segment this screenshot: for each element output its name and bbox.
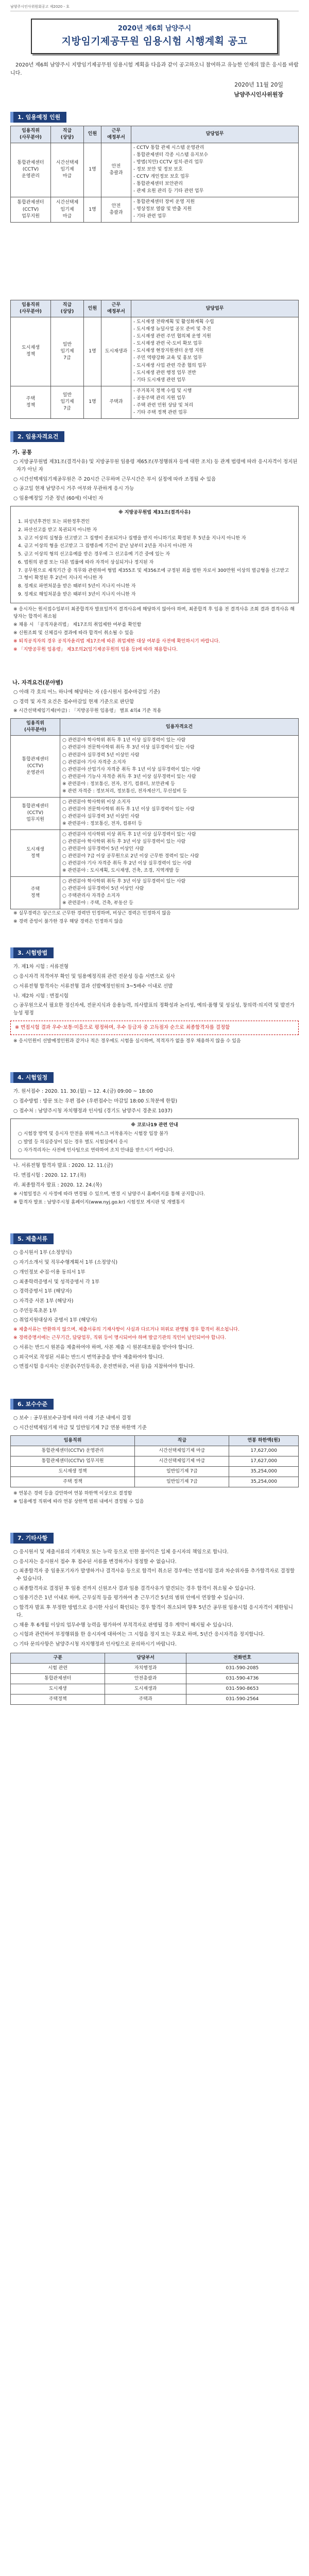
duty-item: - 도시재생 관련 국·도비 확보 업무: [133, 341, 202, 347]
requirement-item: ○ 관련분야 실무경력 3년 이상인 사람: [62, 814, 140, 819]
contact-dept-cell: 도시재생과: [105, 1684, 186, 1694]
misc-paragraph: ○ 기타 문의사항은 남양주시청 자치행정과 인사팀으로 문의하시기 바랍니다.: [13, 1641, 177, 1647]
table-row: [11, 197, 299, 222]
document-item: ○ 응시원서 1부 (소정양식): [13, 1250, 72, 1256]
disqualification-item: 8. 징계로 파면처분을 받은 때부터 5년이 지나지 아니한 자: [18, 584, 136, 589]
document-paragraph: ○ 서류는 반드시 원본을 제출하여야 하며, 사본 제출 시 원본대조필을 받아야 합니다.: [13, 1344, 194, 1350]
requirement-item: ○ 관련분야 실무경력 5년 이상인 사람: [62, 752, 140, 758]
contact-type-cell: 시험 관련: [11, 1663, 105, 1673]
requirement-item: ○ 관련분야 학사학위 이상 소지자: [62, 799, 131, 805]
duty-item: - 공동주택 관리 지원 업무: [133, 395, 186, 401]
positions-table-2: [10, 300, 299, 419]
table-row: [11, 317, 299, 386]
intro-text: 2020년 제6회 남양주시 지방임기제공무원 임용시험 계획을 다음과 같이 공고하오니 참여하고 유능한 인재의 많은 응시를 바랍니다.: [10, 62, 299, 76]
disqualification-item: 5. 금고 이상의 형의 선고유예를 받은 경우에 그 선고유예 기간 중에 있는 자: [18, 552, 170, 557]
grade-cell: 시간선택제 임기제 마급: [51, 143, 84, 197]
salary-note: ※ 연봉은 경력 등을 감안하여 연봉 하한액 이상으로 결정함: [13, 1490, 132, 1496]
misc-paragraph: ○ 응시자는 응시원서 접수 후 접수된 서류를 변경하거나 정정할 수 없습니다.: [13, 1558, 177, 1565]
requirement-item: ○ 관련분야 기사 자격증 소지자: [62, 759, 126, 765]
contact-tel-cell: 031-590-2564: [186, 1694, 298, 1704]
grade-cell: 시간선택제임기제 마급: [135, 1446, 229, 1456]
duty-item: - 주택 관련 민원 상담 및 처리: [133, 402, 194, 408]
duty-item: - 관제 요원 관리 등 기타 관련 업무: [133, 188, 204, 194]
contact-col-header: 구분: [11, 1653, 105, 1663]
schedule-value: 2020. 12. 17.(목): [45, 1173, 87, 1178]
covid-notice-item: ○ 발열 등 의심증상이 있는 경우 별도 시험실에서 응시: [18, 1140, 128, 1145]
position-cell: 통합관제센터(CCTV) 업무지원: [11, 1456, 135, 1466]
qualification-paragraph: ○ 지방공무원법 제31조(결격사유) 및 지방공무원 임용령 제65조(부정행위자 등에 대한 조치) 등 관계 법령에 따라 응시자격이 정지된 자가 아닌 자: [13, 459, 298, 472]
duty-item: - 주거복지 정책 수립 및 시행: [133, 388, 192, 394]
grade-cell: 시간선택제임기제 마급: [135, 1456, 229, 1466]
requirements-table: [10, 718, 299, 909]
title-line-2: 지방임기제공무원 임용시험 시행계획 공고: [61, 35, 248, 47]
salary-table: [10, 1435, 299, 1487]
schedule-value: 2020. 12. 11.(금): [72, 1163, 113, 1169]
requirement-item: ○ 관련분야 산업기사 자격증 취득 후 1년 이상 실무경력이 있는 사람: [62, 767, 201, 772]
position-cell: 도시재생 정책: [11, 317, 51, 386]
section-7-heading: 7. 기타사항: [10, 1533, 54, 1544]
exam-method-bullet: 나. 제2차 시험 : 면접시험: [13, 993, 68, 999]
requirements-cell: [60, 797, 299, 829]
salary-cell: 17,627,000: [229, 1446, 299, 1456]
requirement-note: ※ 경력 증빙이 불가한 경우 해당 경력은 인정하지 않음: [13, 919, 124, 925]
requirement-item: ※ 관련분야 : 정보통신, 전자, 전기, 컴퓨터, 보안관제 등: [62, 781, 175, 787]
misc-paragraph: ○ 시험과 관련하여 부정행위를 한 응시자에 대하여는 그 시험을 정지 또는 무효로 하며, 5년간 응시자격을 정지합니다.: [13, 1632, 265, 1638]
positions-1-col-header: 임용직위 (사무분야): [11, 126, 51, 143]
table-row: [11, 1446, 299, 1456]
salary-note: ※ 임용예정 직위에 따라 연봉 상한액 범위 내에서 결정될 수 있음: [13, 1499, 144, 1504]
count-cell: 1명: [84, 317, 101, 386]
count-cell: 1명: [84, 197, 101, 222]
requirements-col-header: 임용직위 (사무분야): [11, 719, 60, 736]
duties-cell: [131, 197, 299, 222]
misc-paragraph: ○ 최종합격자로 결정된 후 임용 전까지 신원조사 결과 임용 결격사유가 발견되는 경우 합격이 취소될 수 있습니다.: [13, 1585, 255, 1591]
duty-item: - 통합관제센터 장비 운영 지원: [133, 199, 195, 205]
salary-bullet: ○ 시간선택제임기제 마급 및 일반임기제 7급 연봉 하한액 기준: [13, 1425, 147, 1431]
field-bullet: ○ 아래 각 호의 어느 하나에 해당하는 자 (응시원서 접수마감일 기준): [13, 689, 160, 695]
grade-cell: 일반임기제 7급: [135, 1477, 229, 1487]
table-row: [11, 143, 299, 197]
dept-cell: 안전 총괄과: [101, 143, 131, 197]
positions-1-col-header: 인원: [84, 126, 101, 143]
duties-cell: [131, 317, 299, 386]
requirement-item: ※ 관련분야 : 정보통신, 전자, 컴퓨터 등: [62, 821, 143, 826]
qualification-note: ※ 응시자는 원서접수일부터 최종합격자 발표일까지 결격사유에 해당하지 않아야 하며, 최종합격 후 임용 전 결격사유 조회 결과 결격사유 해당자는 합격이 취소됨: [13, 607, 295, 619]
positions-2-col-header: 인원: [84, 300, 101, 317]
duty-item: - 도시재생 관련 행정 업무 전반: [133, 370, 196, 376]
duty-item: - 기타 주택 정책 관련 업무: [133, 410, 187, 415]
requirement-item: ○ 관련분야 기사 자격증 취득 후 2년 이상 실무경력이 있는 사람: [62, 861, 192, 867]
table-row: [11, 1477, 299, 1487]
requirement-item: ○ 관련분야 학사학위 취득 후 3년 이상 실무경력이 있는 사람: [62, 879, 186, 885]
salary-col-header: 연봉 하한액(원): [229, 1435, 299, 1446]
salary-col-header: 직급: [135, 1435, 229, 1446]
requirement-item: ○ 관련분야 학사학위 취득 후 3년 이상 실무경력이 있는 사람: [62, 839, 186, 845]
table-row: [11, 877, 299, 909]
positions-1-col-header: 근무 예정부서: [101, 126, 131, 143]
position-cell: 도시재생 정책: [11, 1466, 135, 1477]
exam-method-bullet: ○ 공무원으로서 필요한 정신자세, 전문지식과 응용능력, 의사발표의 정확성과 논리성, 예의·품행 및 성실성, 창의력·의지력 및 발전가능성 평정: [13, 1003, 295, 1016]
section-2-heading: 2. 임용자격요건: [10, 431, 64, 442]
document-item: ○ 최종학력증명서 및 성적증명서 각 1부: [13, 1279, 100, 1285]
document-item: ○ 자격증 사본 1부 (해당자): [13, 1298, 74, 1304]
requirement-item: ○ 관련분야 기능사 자격증 취득 후 3년 이상 실무경력이 있는 사람: [62, 774, 196, 779]
table-row: [11, 1673, 299, 1684]
duty-item: - 도시재생 전략계획 및 활성화계획 수립: [133, 319, 214, 325]
misc-paragraph: ○ 임용기간은 1년 이내로 하며, 근무실적 등을 평가하여 총 근무기간 5년의 범위 안에서 연장할 수 있습니다.: [13, 1595, 244, 1601]
disqualification-item: 6. 법원의 판결 또는 다른 법률에 따라 자격이 상실되거나 정지된 자: [18, 560, 154, 566]
salary-cell: 35,254,000: [229, 1466, 299, 1477]
salary-cell: 35,254,000: [229, 1477, 299, 1487]
misc-paragraph: ○ 채용 후 6개월 이상의 업무수행 능력을 평가하여 부적격자로 판명될 경우 계약이 해지될 수 있습니다.: [13, 1622, 233, 1628]
schedule-label: 다. 면접시험: [13, 1173, 40, 1178]
duty-item: - 통합관제센터 각종 시스템 유지보수: [133, 152, 209, 158]
requirement-item: ○ 주택관리사 자격증 소지자: [62, 893, 121, 899]
title-box: [31, 19, 278, 55]
exam-method-note: ※ 응시인원이 선발예정인원과 같거나 적은 경우에도 시험을 실시하며, 적격자가 없을 경우 채용하지 않을 수 있음: [13, 1039, 241, 1044]
dept-cell: 주택과: [101, 386, 131, 418]
qualification-warning: ※ 「지방공무원 임용령」 제3조의2(임기제공무원의 임용 등)에 따라 채용합니다.: [13, 647, 178, 652]
requirements-cell: [60, 877, 299, 909]
section-4-heading: 4. 시험일정: [10, 1072, 54, 1083]
requirement-item: ※ 관련 자격증 : 정보처리, 정보통신, 전자계산기, 무선설비 등: [62, 788, 187, 794]
field-bullet: ○ 경력 및 자격 요건은 접수마감일 현재 기준으로 판단함: [13, 699, 134, 705]
covid-notice-item: ○ 시험장 방역 및 응시자 안전을 위해 마스크 미착용자는 시험장 입장 불가: [18, 1131, 168, 1137]
misc-paragraph: ○ 응시원서 및 제출서류의 기재착오 또는 누락 등으로 인한 불이익은 일체 응시자의 책임으로 합니다.: [13, 1549, 229, 1555]
dept-cell: 도시재생과: [101, 317, 131, 386]
document-paragraph: ○ 면접시험 응시자는 신분증(주민등록증, 운전면허증, 여권 등)을 지참하여야 합니다.: [13, 1364, 195, 1370]
exam-method-bullet: 가. 제1차 시험 : 서류전형: [13, 964, 68, 970]
table-row: [11, 1684, 299, 1694]
schedule-row: 라. 최종합격자 발표 : 2020. 12. 24.(목): [13, 1182, 102, 1188]
requirement-item: ○ 관련분야 실무경력이 5년 이상인 사람: [62, 886, 144, 892]
table-row: [11, 386, 299, 418]
schedule-bullet: 가. 원서접수 : 2020. 11. 30.(월) ~ 12. 4.(금) 09:00 ~ 18:00: [13, 1089, 153, 1095]
contact-tel-cell: 031-590-4736: [186, 1673, 298, 1684]
contact-type-cell: 주택정책: [11, 1694, 105, 1704]
document-item: ○ 취업지원대상자 증명서 1부 (해당자): [13, 1317, 97, 1324]
contact-col-header: 전화번호: [186, 1653, 298, 1663]
disqualification-title: ※ 지방공무원법 제31조(결격사유): [118, 510, 191, 515]
interview-result-box: ※ 면접시험 결과 우수·보통·미흡으로 평정하며, 우수 등급자 중 고득점자 순으로 최종합격자를 결정함: [10, 1021, 299, 1036]
salary-col-header: 임용직위: [11, 1435, 135, 1446]
contact-dept-cell: 주택과: [105, 1694, 186, 1704]
dept-cell: 안전 총괄과: [101, 197, 131, 222]
contact-type-cell: 통합관제센터: [11, 1673, 105, 1684]
qualification-note: ※ 채용 시 「공직자윤리법」 제17조의 취업제한 여부를 확인함: [13, 622, 142, 628]
duty-item: - 정보 보안 및 정보 보호: [133, 166, 183, 172]
positions-2-col-header: 임용직위 (사무분야): [11, 300, 51, 317]
misc-paragraph: ○ 최종합격자 중 임용포기자가 발생하거나 결격사유 등으로 합격이 취소된 경우에는 면접시험 결과 차순위자를 추가합격자로 결정할 수 있습니다.: [13, 1568, 295, 1582]
schedule-row: 다. 면접시험 : 2020. 12. 17.(목): [13, 1173, 87, 1178]
duty-item: - 도시재생 관련 주민 협의체 운영 지원: [133, 334, 211, 340]
duty-item: - 기타 관련 업무: [133, 214, 166, 219]
requirement-note: ※ 실무경력은 상근으로 근무한 경력만 인정하며, 비상근 경력은 인정하지 않음: [13, 911, 171, 917]
contact-type-cell: 도시재생: [11, 1684, 105, 1694]
misc-paragraph: ○ 합격자 발표 후 부정한 방법으로 응시한 사실이 확인되는 경우 합격이 취소되며 향후 5년간 공무원 임용시험 응시자격이 제한됩니다.: [13, 1605, 293, 1618]
section-3-heading: 3. 시험방법: [10, 947, 54, 958]
section-2-sub-field: 나. 자격요건(분야별): [12, 679, 63, 686]
requirements-cell: [60, 736, 299, 797]
section-2-sub-common: 가. 공통: [12, 449, 32, 455]
count-cell: 1명: [84, 143, 101, 197]
position-cell: 통합관제센터 (CCTV) 업무지원: [11, 797, 60, 829]
duty-item: - 주민 역량강화 교육 및 홍보 업무: [133, 355, 202, 361]
qualification-paragraph: ○ 공고일 현재 남양주시 거주 여부와 무관하게 응시 가능: [13, 486, 134, 492]
duties-cell: [131, 386, 299, 418]
grade-cell: 일반 임기제 7급: [51, 386, 84, 418]
document-warning: ※ 경력증명서에는 근무기간, 담당업무, 직위 등이 명시되어야 하며 발급기관의 직인이 날인되어야 합니다.: [13, 1335, 226, 1341]
position-cell: 주택 정책: [11, 877, 60, 909]
contact-col-header: 담당부서: [105, 1653, 186, 1663]
duty-item: - 도시재생 뉴딜사업 공모 준비 및 추진: [133, 327, 211, 332]
table-row: [11, 1694, 299, 1704]
requirement-item: ○ 관련분야 석사학위 이상 취득 후 1년 이상 실무경력이 있는 사람: [62, 832, 196, 837]
duty-item: - CCTV 개인정보 보호 업무: [133, 174, 190, 179]
document-paragraph: ○ 외국어로 작성된 서류는 반드시 번역공증을 받아 제출하여야 합니다.: [13, 1354, 164, 1360]
section-1-heading: 1. 임용예정 인원: [10, 112, 66, 123]
position-cell: 주택 정책: [11, 386, 51, 418]
count-cell: 1명: [84, 386, 101, 418]
position-cell: 도시재생 정책: [11, 829, 60, 876]
qualification-paragraph: ○ 시간선택제임기제공무원은 주 20시간 근무하며 근무시간은 부서 실정에 따라 조정될 수 있음: [13, 476, 216, 482]
grade-cell: 일반 임기제 7급: [51, 317, 84, 386]
schedule-bullet: ○ 접수처 : 남양주시청 자치행정과 인사팀 (경기도 남양주시 경춘로 1037): [13, 1108, 173, 1114]
schedule-row: 나. 서류전형 합격자 발표 : 2020. 12. 11.(금): [13, 1163, 113, 1169]
document-warning: ※ 제출서류는 반환하지 않으며, 제출서류의 기재사항이 사실과 다르거나 허위로 판명될 경우 합격이 취소됩니다.: [13, 1327, 239, 1333]
duty-item: - 영상정보 열람 및 반출 지원: [133, 207, 192, 212]
position-cell: 주택 정책: [11, 1477, 135, 1487]
section-2-field-note: ※ 시간선택제임기제(마급) : 「지방공무원 임용령」 별표 4의4 기준 적용: [13, 708, 162, 714]
contact-tel-cell: 031-590-8653: [186, 1684, 298, 1694]
disqualification-item: 9. 징계로 해임처분을 받은 때부터 3년이 지나지 아니한 자: [18, 592, 136, 598]
disqualification-item: 3. 금고 이상의 실형을 선고받고 그 집행이 종료되거나 집행을 받지 아니하기로 확정된 후 5년을 지나지 아니한 자: [18, 535, 246, 541]
duty-item: - 방범(치안) CCTV 설치·관리 업무: [133, 159, 203, 165]
requirement-item: ○ 관련분야 실무경력이 5년 이상인 사람: [62, 846, 144, 852]
schedule-label: 라. 최종합격자 발표: [13, 1182, 56, 1188]
contact-dept-cell: 안전총괄과: [105, 1673, 186, 1684]
duty-item: - 통합관제센터 보안관리: [133, 181, 183, 187]
disqualification-item: 4. 금고 이상의 형을 선고받고 그 집행유예 기간이 끝난 날부터 2년을 지나지 아니한 자: [18, 544, 193, 549]
requirements-cell: [60, 829, 299, 876]
table-row: [11, 1466, 299, 1477]
contact-dept-cell: 자치행정과: [105, 1663, 186, 1673]
document-item: ○ 자기소개서 및 직무수행계획서 1부 (소정양식): [13, 1260, 118, 1266]
contact-table: [10, 1653, 299, 1705]
requirement-item: ○ 관련분야 학사학위 취득 후 1년 이상 실무경력이 있는 사람: [62, 738, 186, 743]
notice-number: 남양주시인사위원회공고 제2020 - 호: [10, 4, 299, 11]
duty-item: - 기타 도시재생 관련 업무: [133, 377, 186, 383]
requirement-item: ○ 관련분야 전문학사학위 취득 후 3년 이상 실무경력이 있는 사람: [62, 745, 195, 751]
disqualification-item: 1. 피성년후견인 또는 피한정후견인: [18, 519, 90, 524]
duty-item: - CCTV 통합 관제 시스템 운영관리: [133, 145, 204, 150]
position-cell: 통합관제센터 (CCTV) 업무지원: [11, 197, 51, 222]
qualification-paragraph: ○ 임용예정일 기준 정년 (60세) 이내인 자: [13, 496, 104, 502]
disqualification-box: [10, 506, 299, 603]
document-item: ○ 경력증명서 1부 (해당자): [13, 1289, 72, 1295]
position-cell: 통합관제센터 (CCTV) 운영관리: [11, 736, 60, 797]
qualification-warning: ※ 퇴직공직자의 경우 공직자윤리법 제17조에 따른 취업제한 대상 여부를 사전에 확인하시기 바랍니다.: [13, 638, 220, 644]
schedule-value: 2020. 12. 24.(목): [60, 1182, 102, 1188]
salary-cell: 17,627,000: [229, 1456, 299, 1466]
table-row: [11, 736, 299, 797]
title-line-1: 2020년 제6회 남양주시: [117, 24, 192, 32]
schedule-bullet: ○ 접수방법 : 방문 또는 우편 접수 (우편접수는 마감일 18:00 도착분에 한함): [13, 1098, 178, 1105]
disqualification-item: 7. 공무원으로 재직기간 중 직무와 관련하여 형법 제355조 및 제356조에 규정된 죄를 범한 자로서 300만원 이상의 벌금형을 선고받고 그 형이 확정된 후 2년이 지나지 아니한 자: [18, 568, 289, 581]
schedule-note: ※ 시험일정은 시 사정에 따라 변경될 수 있으며, 변경 시 남양주시 홈페이지를 통해 공지합니다.: [13, 1192, 205, 1197]
contact-tel-cell: 031-590-2085: [186, 1663, 298, 1673]
covid-notice-item: ○ 자가격리자는 사전에 인사팀으로 연락하여 조치 안내를 받으시기 바랍니다.: [18, 1148, 175, 1154]
positions-2-col-header: 직급 (상당): [51, 300, 84, 317]
exam-method-bullet: ○ 서류전형 합격자는 서류전형 결과 선발예정인원의 3~5배수 이내로 선발: [13, 983, 173, 989]
grade-cell: 일반임기제 7급: [135, 1466, 229, 1477]
duty-item: - 도시재생 현장지원센터 운영 지원: [133, 348, 204, 354]
position-cell: 통합관제센터 (CCTV) 운영관리: [11, 143, 51, 197]
duty-item: - 도시재생 사업 관련 각종 협의 업무: [133, 363, 207, 368]
covid-notice-box: [10, 1118, 299, 1160]
section-6-heading: 6. 보수수준: [10, 1399, 54, 1410]
issuing-org: 남양주시인사위원장: [234, 91, 283, 98]
requirement-item: ○ 관련분야 7급 이상 공무원으로 2년 이상 근무한 경력이 있는 사람: [62, 854, 199, 859]
table-row: [11, 829, 299, 876]
schedule-label: 나. 서류전형 합격자 발표: [13, 1163, 67, 1169]
notice-page: [10, 4, 299, 1705]
positions-1-col-header: 담당업무: [131, 126, 299, 143]
table-row: [11, 797, 299, 829]
notice-date: 2020년 11월 20일: [234, 81, 283, 89]
requirements-col-header: 임용자격요건: [60, 719, 299, 736]
exam-method-bullet: ○ 응시자격 적격여부 확인 및 임용예정직위 관련 전문성 등을 서면으로 심사: [13, 974, 175, 980]
document-item: ○ 주민등록초본 1부: [13, 1308, 57, 1314]
table-row: [11, 1663, 299, 1673]
disqualification-item: 2. 파산선고를 받고 복권되지 아니한 자: [18, 527, 97, 533]
section-5-heading: 5. 제출서류: [10, 1233, 54, 1244]
positions-1-col-header: 직급 (상당): [51, 126, 84, 143]
requirement-item: ※ 관련분야 : 주택, 건축, 부동산 등: [62, 901, 133, 906]
requirement-item: ※ 관련분야 : 도시계획, 도시재생, 건축, 조경, 지역개발 등: [62, 868, 180, 874]
requirement-item: ○ 관련분야 전문학사학위 취득 후 1년 이상 실무경력이 있는 사람: [62, 806, 195, 812]
positions-table-1: [10, 126, 299, 223]
covid-notice-title: ※ 코로나19 관련 안내: [131, 1122, 178, 1128]
grade-cell: 시간선택제 임기제 마급: [51, 197, 84, 222]
document-item: ○ 개인정보 수집·이용 동의서 1부: [13, 1269, 85, 1275]
position-cell: 통합관제센터(CCTV) 운영관리: [11, 1446, 135, 1456]
salary-bullet: ○ 보수 : 공무원보수규정에 따라 아래 기준 내에서 결정: [13, 1415, 131, 1421]
table-row: [11, 1456, 299, 1466]
duties-cell: [131, 143, 299, 197]
positions-2-col-header: 담당업무: [131, 300, 299, 317]
schedule-note: ※ 합격자 발표 : 남양주시청 홈페이지(www.nyj.go.kr) 시험정보 게시판 및 개별통지: [13, 1200, 185, 1206]
positions-2-col-header: 근무 예정부서: [101, 300, 131, 317]
qualification-note: ※ 신원조회 및 신체검사 결과에 따라 합격이 취소될 수 있음: [13, 630, 134, 636]
